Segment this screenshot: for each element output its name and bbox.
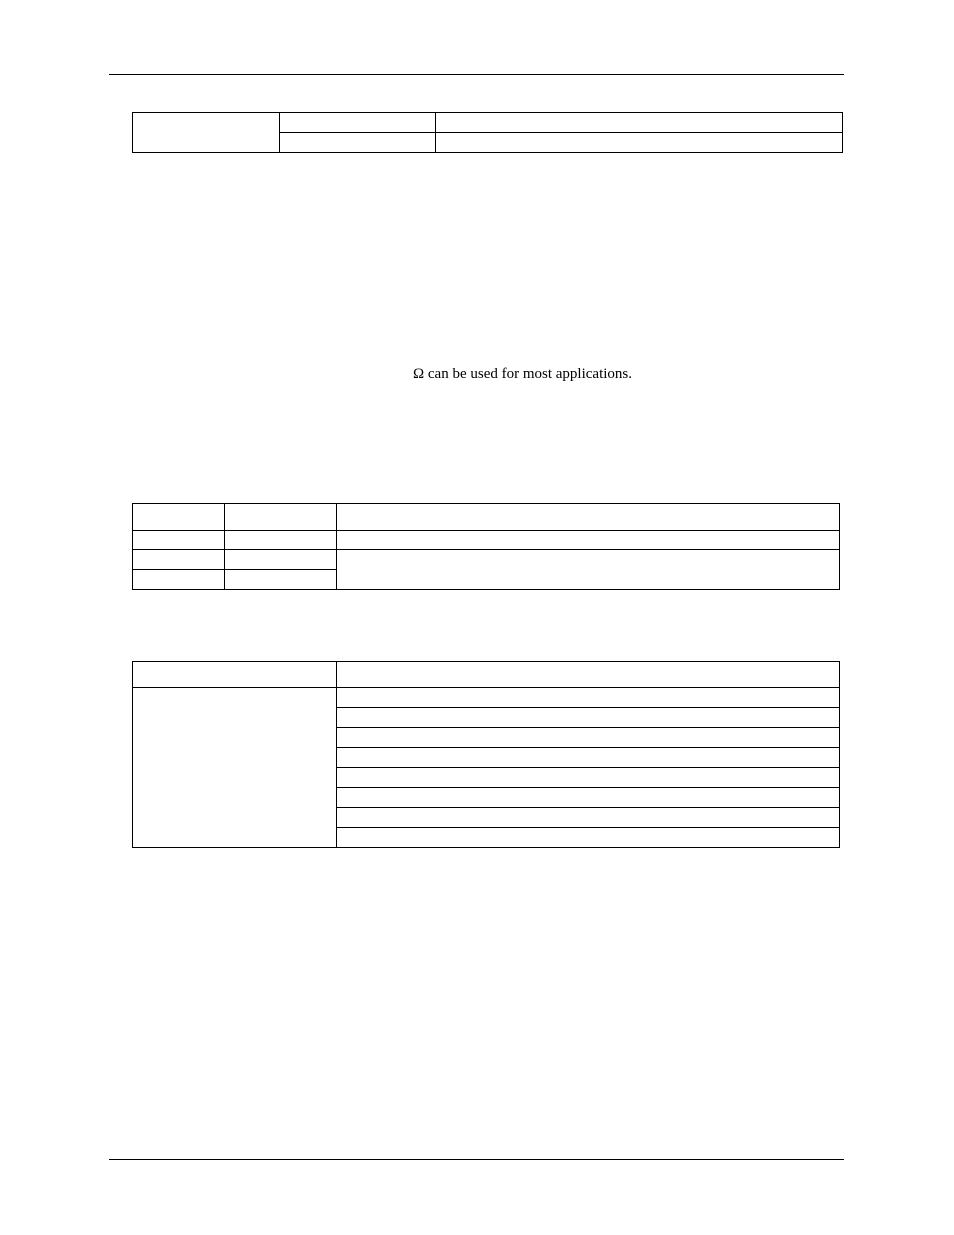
column-divider — [224, 504, 225, 589]
row-divider — [336, 807, 839, 808]
row-divider — [336, 767, 839, 768]
row-divider — [336, 747, 839, 748]
header-row-divider — [133, 530, 839, 531]
footer-rule — [109, 1159, 844, 1160]
row-divider — [336, 727, 839, 728]
bottom-table — [132, 661, 840, 848]
middle-table — [132, 503, 840, 590]
row-divider — [336, 787, 839, 788]
row-divider — [336, 827, 839, 828]
column-divider — [336, 504, 337, 589]
resistor-note: Ω can be used for most applications. — [413, 366, 633, 382]
header-rule — [109, 74, 844, 75]
row-divider — [279, 132, 842, 133]
row-divider — [133, 549, 839, 550]
header-row-divider — [133, 687, 839, 688]
column-divider — [336, 662, 337, 847]
top-table — [132, 112, 843, 153]
row-divider — [133, 569, 336, 570]
row-divider — [336, 707, 839, 708]
